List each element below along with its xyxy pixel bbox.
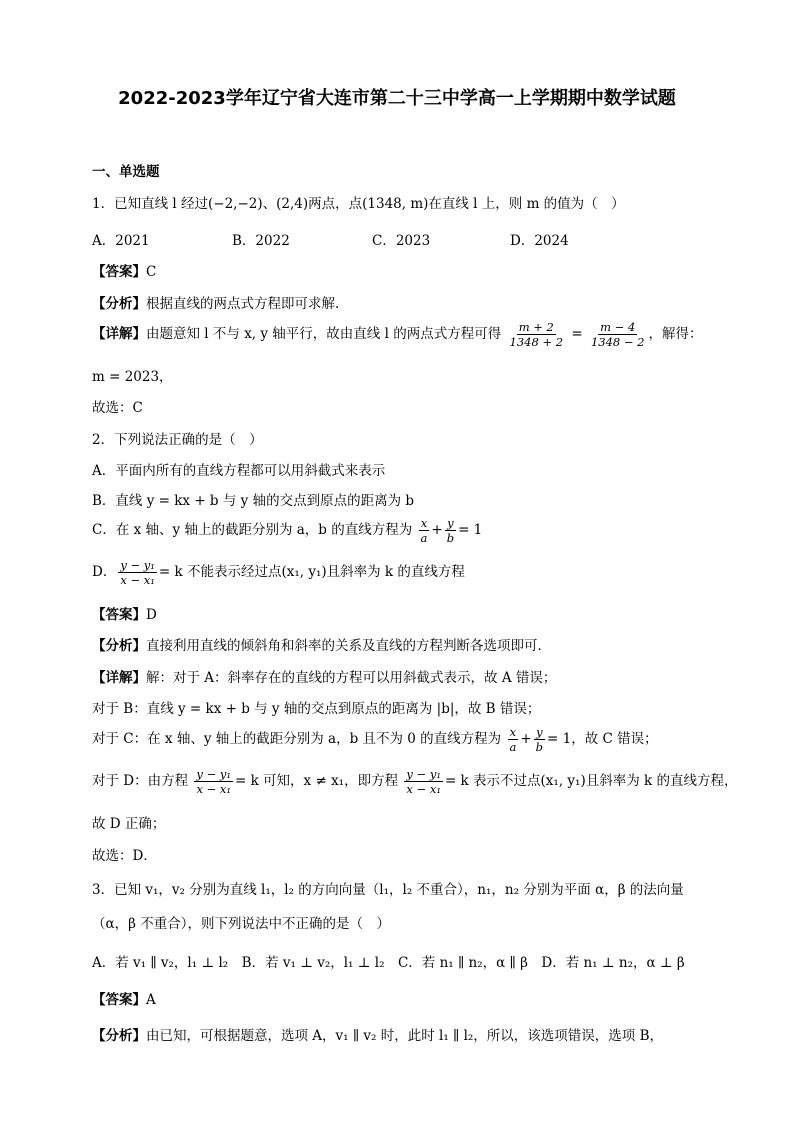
q1-detail-result: m = 2023，	[92, 369, 173, 385]
question-2-stem: 2．下列说法正确的是（ ）	[92, 432, 263, 448]
q1-option-a: A．2021	[92, 233, 150, 249]
analysis-tag: 【分析】	[92, 296, 146, 312]
q2-option-d: D． $\frac{\text{y − y₁}}{\text{x − x₁}}$ = k 不能表示经过点(x₁, y₁)且斜率为 k 的直线方程	[92, 558, 465, 587]
q3-analysis: 【分析】由已知，可根据题意，选项 A，v₁ ∥ v₂ 时，此时 l₁ ∥ l₂，所以，该选项错误，选项 B，	[92, 1028, 664, 1044]
q2-answer: 【答案】D	[92, 607, 157, 623]
section-heading: 一、单选题	[92, 164, 160, 180]
q2-detail-d-cont: 故 D 正确；	[92, 816, 166, 832]
q2-analysis: 【分析】直接利用直线的倾斜角和斜率的关系及直线的方程判断各选项即可．	[92, 638, 551, 654]
answer-value: C	[146, 264, 157, 280]
q1-conclusion: 故选：C	[92, 400, 143, 416]
fraction: $\frac{m + 2}{1348 + 2}$	[509, 320, 564, 349]
fraction: $\frac{\text{y − y₁}}{\text{x − x₁}}$	[406, 767, 441, 796]
fraction: $\frac{x}{a}$	[420, 516, 428, 545]
q1-option-c: C．2023	[372, 233, 431, 249]
question-1-stem: 1．已知直线 l 经过(−2,−2)、(2,4)两点，点(1348, m)在直线 l 上，则 m 的值为（ ）	[92, 196, 625, 212]
q2-detail: 【详解】解：对于 A：斜率存在的直线的方程可以用斜截式表示，故 A 错误；	[92, 670, 557, 686]
q3-answer: 【答案】A	[92, 992, 156, 1008]
detail-text: 由题意知 l 不与 x, y 轴平行，故由直线 l 的两点式方程可得	[146, 326, 502, 342]
fraction: $\frac{\text{y − y₁}}{\text{x − x₁}}$	[120, 558, 155, 587]
q1-option-d: D．2024	[510, 233, 569, 249]
answer-tag: 【答案】	[92, 264, 146, 280]
q1-option-b: B．2022	[232, 233, 290, 249]
fraction: $\frac{y}{b}$	[535, 725, 544, 754]
page-title: 2022-2023学年辽宁省大连市第二十三中学高一上学期期中数学试题	[118, 88, 676, 109]
analysis-text: 根据直线的两点式方程即可求解.	[146, 296, 340, 312]
fraction: $\frac{x}{a}$	[509, 725, 517, 754]
q2-option-a: A．平面内所有的直线方程都可以用斜截式来表示	[92, 463, 386, 479]
q1-answer	[92, 260, 156, 280]
q2-detail-d: 对于 D：由方程 $\frac{\text{y − y₁}}{\text{x − x₁}}$ = k 可知，x ≠ x₁，即方程 $\frac{\text{y − y₁}}{\text{x − x₁}}$ = k 表示不过点(x₁, y₁)且斜率为 k 的直线方程，	[92, 767, 738, 796]
fraction: $\frac{y}{b}$	[446, 516, 455, 545]
q2-option-b: B．直线 y = kx + b 与 y 轴的交点到原点的距离为 b	[92, 493, 414, 509]
fraction: $\frac{\text{y − y₁}}{\text{x − x₁}}$	[196, 767, 231, 796]
detail-tag: 【详解】	[92, 326, 146, 342]
q1-detail: 【详解】由题意知 l 不与 x, y 轴平行，故由直线 l 的两点式方程可得 $\frac{m + 2}{1348 + 2}$ = $\frac{m - 4}{1348 - 2}$ ，解得：	[92, 320, 703, 349]
fraction: $\frac{m - 4}{1348 - 2}$	[590, 320, 645, 349]
q2-conclusion: 故选：D．	[92, 848, 157, 864]
question-3-stem: 3．已知 v₁，v₂ 分别为直线 l₁，l₂ 的方向向量（l₁，l₂ 不重合），n₁，n₂ 分别为平面 α，β 的法向量	[92, 882, 684, 898]
q1-analysis	[92, 292, 339, 312]
question-3-stem-cont: （α，β 不重合），则下列说法中不正确的是（ ）	[92, 916, 390, 932]
q3-options: A．若 v₁ ∥ v₂，l₁ ⊥ l₂ B．若 v₁ ⊥ v₂，l₁ ⊥ l₂ C．若 n₁ ∥ n₂，α ∥ β D．若 n₁ ⊥ n₂，α ⊥ β	[92, 955, 685, 971]
q2-detail-c: 对于 C：在 x 轴、y 轴上的截距分别为 a，b 且不为 0 的直线方程为 $\frac{x}{a}$ + $\frac{y}{b}$ = 1，故 C 错误；	[92, 725, 658, 754]
q2-detail-b: 对于 B：直线 y = kx + b 与 y 轴的交点到原点的距离为 |b|，故 B 错误；	[92, 701, 541, 717]
q2-option-c: C．在 x 轴、y 轴上的截距分别为 a，b 的直线方程为 $\frac{x}{a}$ + $\frac{y}{b}$ = 1	[92, 516, 483, 545]
